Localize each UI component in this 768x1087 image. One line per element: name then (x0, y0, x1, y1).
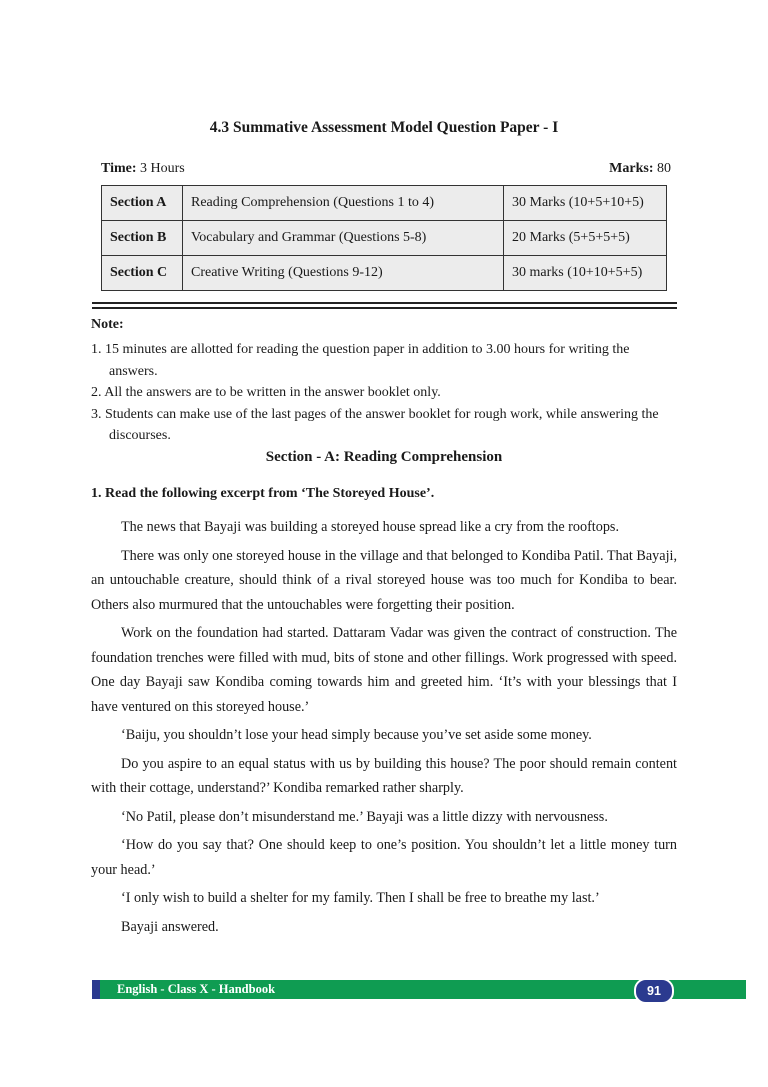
marks-label: Marks: (609, 161, 654, 176)
question-heading: 1. Read the following excerpt from ‘The Storeyed House’. (91, 486, 435, 501)
section-marks: 30 marks (10+10+5+5) (504, 256, 667, 291)
page-title: 4.3 Summative Assessment Model Question Paper - I (209, 119, 559, 136)
list-item: 3. Students can make use of the last pages of the answer booklet for rough work, while answering the discourses. (91, 406, 659, 443)
section-marks: 30 Marks (10+5+10+5) (504, 186, 667, 221)
footer-text: English - Class X - Handbook (117, 982, 276, 996)
paragraph: Do you aspire to an equal status with us by building this house? The poor should remain content with their cottage, understand?’ Kondiba remarked rather sharply. (91, 755, 677, 796)
section-description: Creative Writing (Questions 9-12) (183, 256, 504, 291)
divider (92, 307, 677, 309)
marks-value: 80 (657, 161, 671, 176)
passage (91, 515, 677, 943)
paragraph: Bayaji answered. (121, 918, 219, 935)
paragraph: Work on the foundation had started. Dattaram Vadar was given the contract of construction. The foundation trenches were filled with mud, bits of stone and other fillings. Work progressed with speed. One day Bayaji saw Kondiba coming towards him and greeted him. ‘It’s with your blessings that I have ventured on this storeyed house.’ (91, 625, 677, 715)
list-item: 1. 15 minutes are allotted for reading the question paper in addition to 3.00 hours for writing the answers. (91, 342, 630, 379)
paragraph: ‘I only wish to build a shelter for my family. Then I shall be free to breathe my last.’ (121, 890, 600, 906)
footer-accent (92, 980, 100, 999)
sections-table (101, 185, 667, 291)
paragraph: The news that Bayaji was building a storeyed house spread like a cry from the rooftops. (121, 519, 620, 535)
paragraph: There was only one storeyed house in the village and that belonged to Kondiba Patil. That Bayaji, an untouchable creature, should think of a rival storeyed house was too much for Kondiba to bear. Others also murmured that the untouchables were forgetting their position. (91, 547, 677, 613)
page-number: 91 (634, 978, 674, 1004)
section-name: Section C (102, 256, 183, 291)
section-name: Section B (102, 221, 183, 256)
paragraph: ‘Baiju, you shouldn’t lose your head simply because you’ve set aside some money. (121, 727, 592, 743)
section-marks: 20 Marks (5+5+5+5) (504, 221, 667, 256)
list-item: 2. All the answers are to be written in the answer booklet only. (91, 385, 441, 400)
divider (92, 302, 677, 304)
table-row (102, 221, 667, 256)
time-info (101, 161, 185, 177)
table-row (102, 186, 667, 221)
time-label: Time: (101, 161, 137, 176)
note-heading: Note: (91, 317, 124, 332)
paragraph: ‘No Patil, please don’t misunderstand me.’ Bayaji was a little dizzy with nervousness. (121, 808, 608, 825)
section-description: Vocabulary and Grammar (Questions 5-8) (183, 221, 504, 256)
paragraph: ‘How do you say that? One should keep to one’s position. You shouldn’t let a little money turn your head.’ (91, 837, 677, 878)
time-value: 3 Hours (140, 161, 185, 176)
section-name: Section A (102, 186, 183, 221)
section-heading: Section - A: Reading Comprehension (265, 449, 503, 465)
marks-info (609, 161, 671, 177)
notes-list (91, 339, 677, 447)
table-row (102, 256, 667, 291)
section-description: Reading Comprehension (Questions 1 to 4) (183, 186, 504, 221)
